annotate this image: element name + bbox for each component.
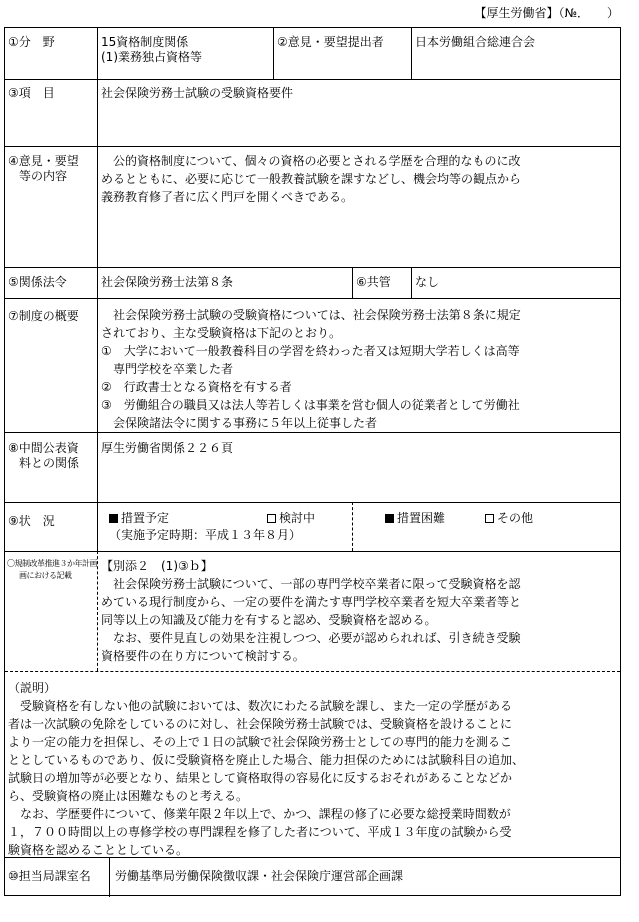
request-content-label-line2: 等の内容 (19, 169, 68, 183)
status-option-review-label: 検討中 (279, 511, 316, 525)
system-overview-line: されており、主な受験資格は下記のとおり。 (101, 326, 342, 340)
cell-divider (411, 28, 412, 79)
system-overview-line: 会保険諸法令に関する事務に５年以上従事した者 (101, 416, 378, 430)
system-overview-line: ② 行政書士となる資格を有する者 (101, 380, 292, 394)
system-overview-label: ⑦制度の概要 (8, 309, 79, 323)
system-overview-line: 専門学校を卒業した者 (101, 362, 234, 376)
system-overview-line: ③ 労働組合の職員又は法人等若しくは事業を営む個人の従業者として労働社 (101, 398, 520, 412)
explanation-line: 者は一次試験の免除をしているのに対し、社会保険労務士試験では、受験資格を設けることに (8, 717, 513, 731)
explanation-line: 験資格を認めることとしている。 (8, 843, 189, 857)
reform-plan-line: 資格要件の在り方について検討する。 (101, 649, 305, 663)
cell-divider (273, 28, 274, 79)
reform-plan-line: 同等以上の知識及び能力を有すると認め、受験資格を認める。 (101, 613, 437, 627)
item-value: 社会保険労務士試験の受験資格要件 (101, 86, 294, 100)
status-divider-dashed (352, 502, 353, 551)
reform-plan-line: めている現行制度から、一定の要件を満たす専門学校卒業者を短大卒業者等と (101, 595, 522, 609)
explanation-line: 受験資格を有しない他の試験においては、数次にわたる試験を課し、また一定の学歴がある (8, 699, 513, 713)
status-option-review (267, 511, 315, 526)
request-content-line: 義務教育修了者に広く門戸を開くべきである。 (101, 190, 354, 204)
field-value-line2: (1)業務独占資格等 (101, 50, 202, 64)
label-column-divider (109, 857, 110, 897)
field-label: ①分 野 (8, 35, 55, 49)
reform-plan-line: 【別添２ (1)③ｂ】 (101, 559, 213, 573)
status-option-planned (109, 511, 169, 526)
jurisdiction-value: なし (415, 275, 440, 289)
explanation-line: ととしているものであり、仮に受験資格を廃止した場合、能力担保のためには試験科目の追加、 (8, 753, 525, 767)
related-law-label: ⑤関係法令 (8, 275, 67, 289)
request-content-label-line1: ④意見・要望 (8, 154, 79, 168)
responsible-office-value: 労働基準局労働保険徴収課・社会保険庁運営部企画課 (115, 869, 404, 883)
item-label: ③項 目 (8, 86, 55, 100)
cell-divider (411, 267, 412, 298)
interim-report-label-line2: 料との関係 (19, 456, 80, 470)
label-column-divider (97, 432, 98, 502)
status-option-difficult (385, 511, 445, 526)
checkbox-planned-icon (109, 514, 118, 523)
opinion-submitter-label: ②意見・要望提出者 (277, 35, 384, 49)
explanation-line: より一定の能力を担保し、その上で１日の試験で社会保険労務士としての専門的能力を測るこ (8, 735, 513, 749)
related-law-value: 社会保険労務士法第８条 (101, 275, 234, 289)
cell-divider (352, 267, 353, 298)
interim-report-value: 厚生労働省関係２２６頁 (101, 441, 234, 455)
reform-plan-label-line1: 〇規制改革推進３か年計画 (7, 559, 97, 568)
opinion-submitter-value: 日本労働組合総連合会 (415, 35, 536, 49)
responsible-office-label: ⑩担当局課室名 (8, 869, 91, 883)
explanation-line: なお、学歴要件について、修業年限２年以上で、かつ、課程の修了に必要な総授業時間数が (8, 807, 511, 821)
status-option-other (485, 511, 533, 526)
checkbox-review-icon (267, 514, 276, 523)
label-column-divider (97, 28, 98, 79)
checkbox-other-icon (485, 514, 494, 523)
reform-plan-line: 社会保険労務士試験について、一部の専門学校卒業者に限って受験資格を認 (101, 577, 521, 591)
status-label: ⑨状 況 (8, 514, 55, 528)
label-column-divider (97, 79, 98, 432)
ministry-header: 【厚生労働省】（№． ） (474, 6, 619, 20)
interim-report-label-line1: ⑧中間公表資 (8, 441, 79, 455)
system-overview-line: 社会保険労務士試験の受験資格については、社会保険労務士法第８条に規定 (101, 308, 521, 322)
request-content-line: 公的資格制度について、個々の資格の必要とされる学歴を合理的なものに改 (101, 154, 521, 168)
explanation-line: １，７００時間以上の専修学校の専門課程を修了した者について、平成１３年度の試験から受 (8, 825, 512, 839)
row-divider-dashed (5, 671, 620, 672)
status-planned-detail: （実施予定時期：平成１３年８月） (109, 528, 302, 542)
label-column-divider-dashed (97, 551, 98, 671)
explanation-line: （説明） (8, 681, 57, 695)
system-overview-line: ① 大学において一般教養科目の学習を終わった者又は短期大学若しくは高等 (101, 344, 520, 358)
explanation-line: 試験日の増加等が必要となり、結果として資格取得の容易化に反するおそれがあることなどか (8, 771, 513, 785)
status-option-planned-label: 措置予定 (121, 511, 170, 525)
reform-plan-label-line2: 画における記載 (19, 571, 72, 580)
label-column-divider (97, 502, 98, 551)
status-option-other-label: その他 (497, 511, 534, 525)
reform-plan-line: なお、要件見直しの効果を注視しつつ、必要が認められれば、引き続き受験 (101, 631, 521, 645)
form-table (4, 27, 621, 896)
request-content-line: めるとともに、必要に応じて一般教養試験を課すなどし、機会均等の観点から (101, 172, 522, 186)
field-value-line1: 15資格制度関係 (101, 35, 189, 49)
explanation-line: ら、受験資格の廃止は困難なものと考える。 (8, 789, 249, 803)
jurisdiction-label: ⑥共管 (356, 275, 391, 289)
status-option-difficult-label: 措置困難 (397, 511, 446, 525)
checkbox-difficult-icon (385, 514, 394, 523)
